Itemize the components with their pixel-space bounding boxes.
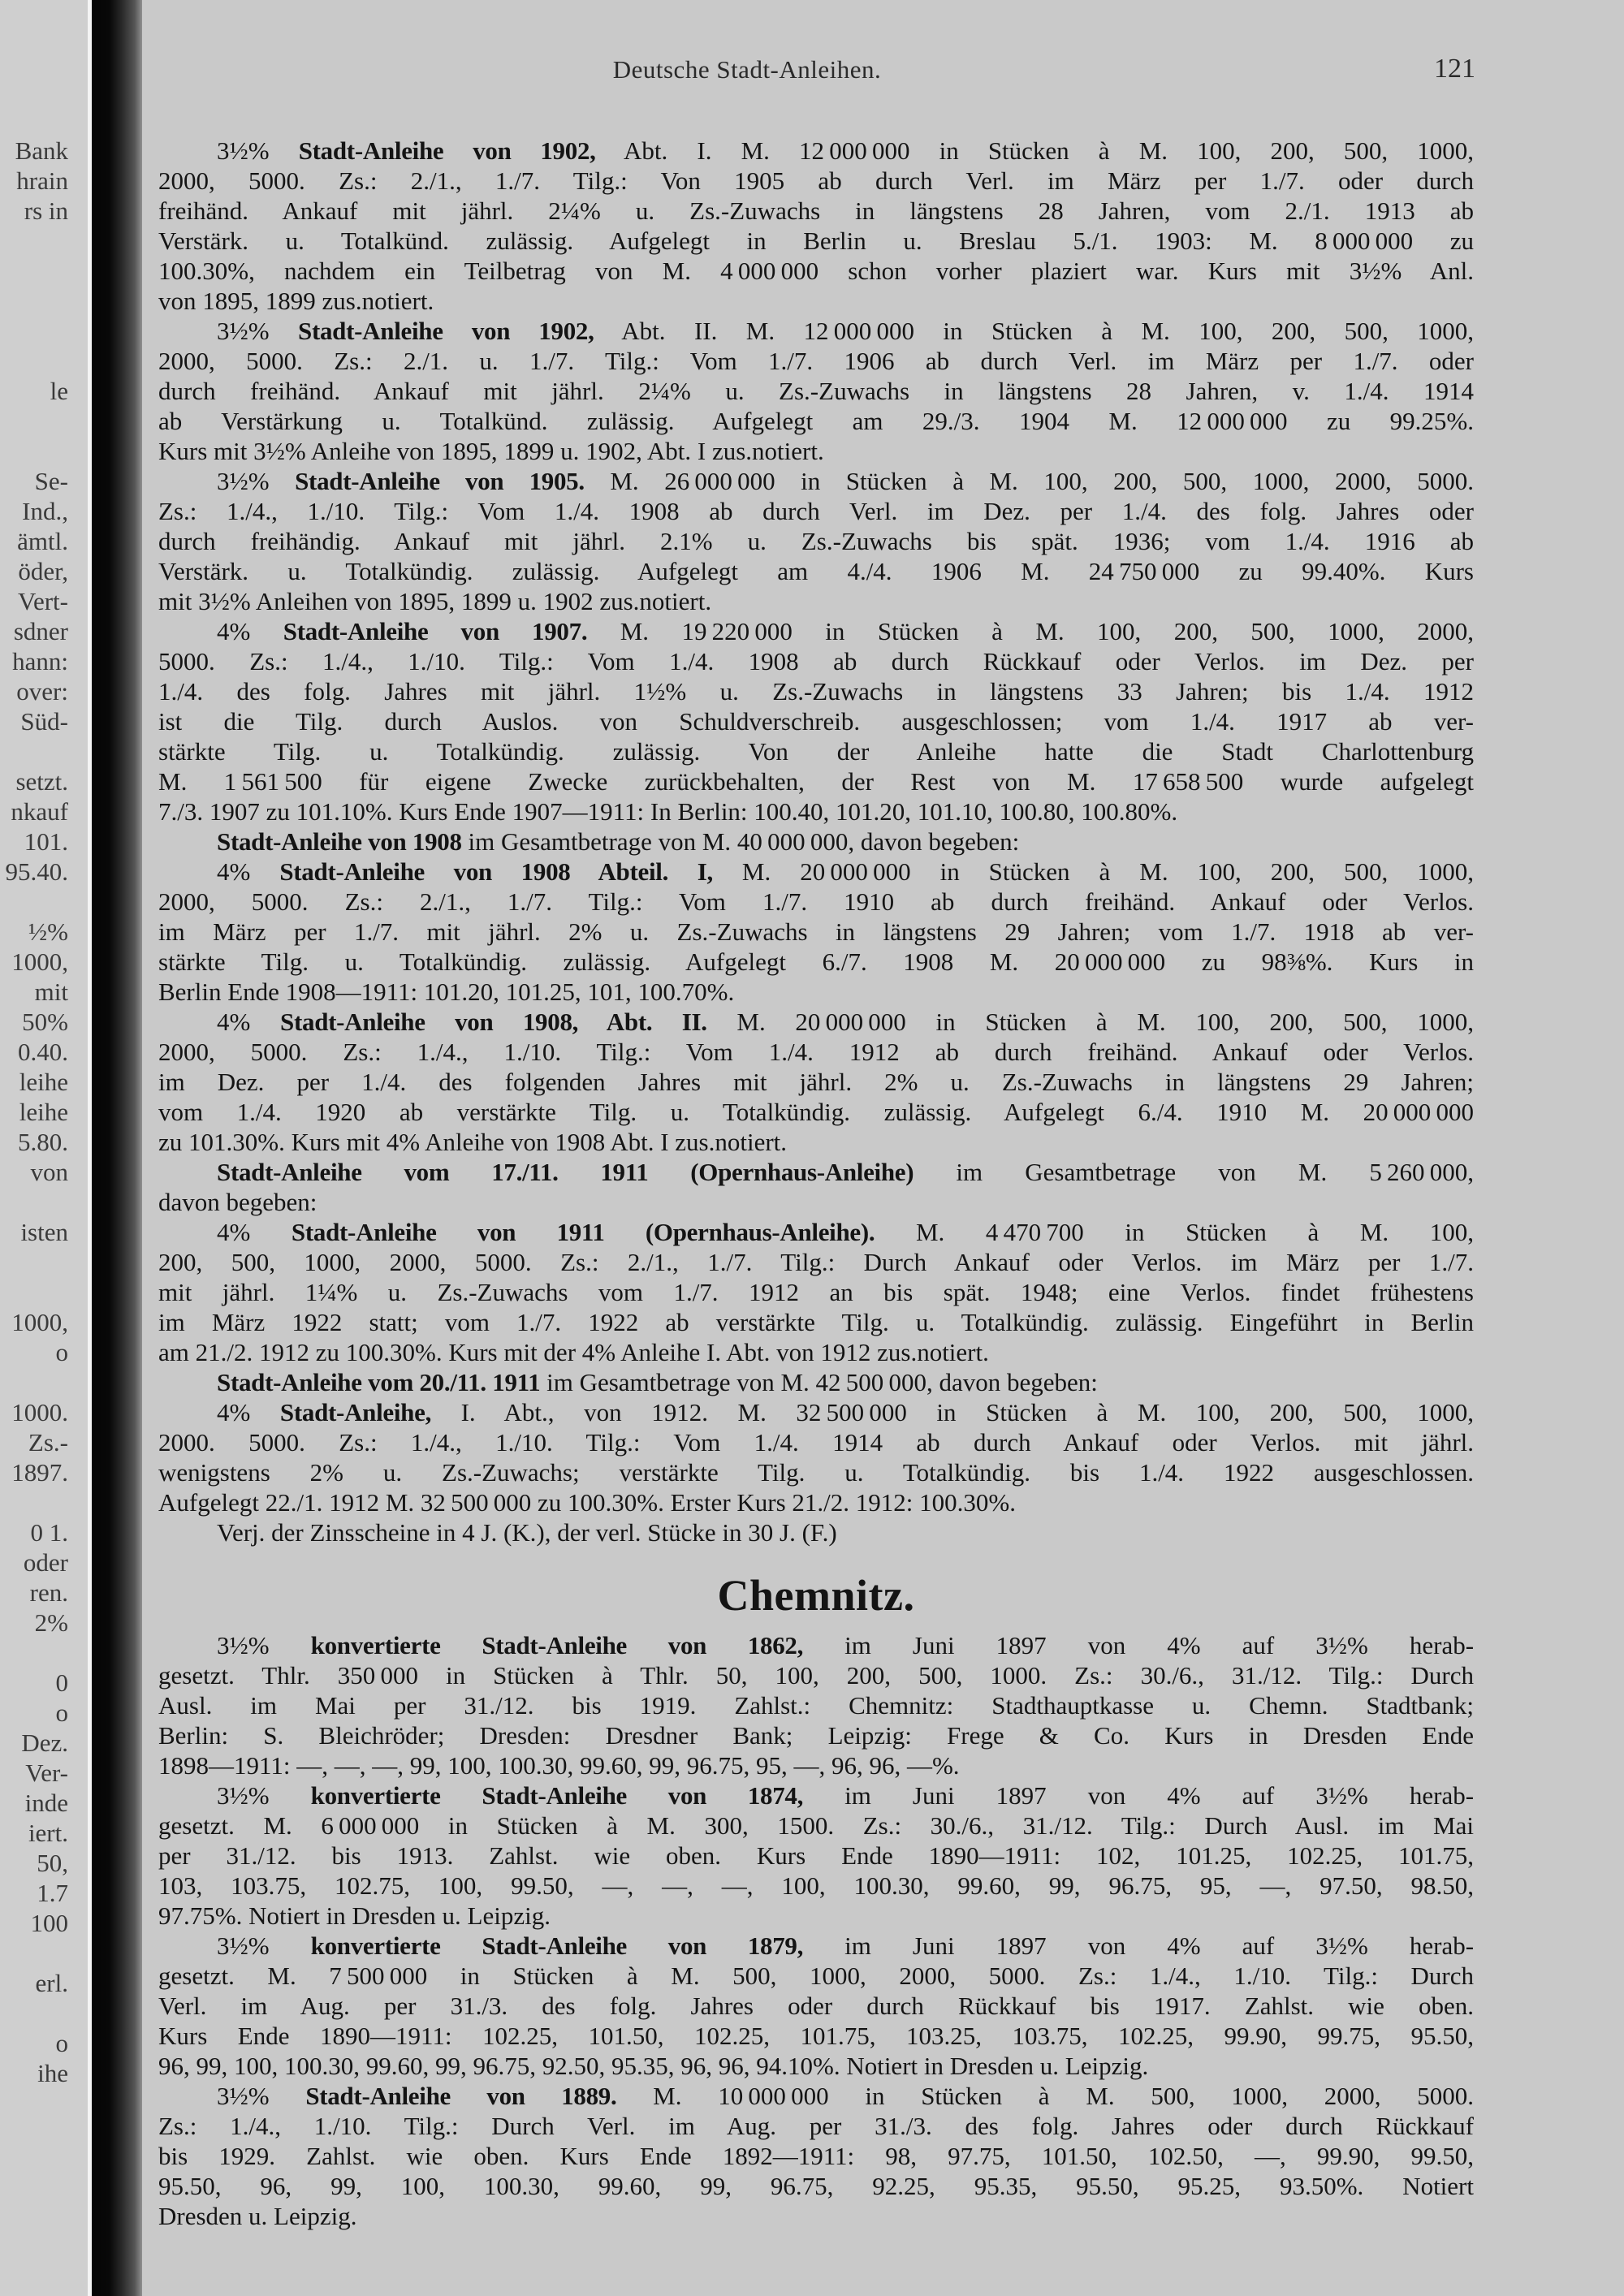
- text-line: [158, 466, 1474, 496]
- margin-fragment: ihe: [37, 2059, 68, 2087]
- text-line: [158, 826, 1474, 857]
- margin-fragment: öder,: [18, 557, 68, 585]
- margin-fragment: 5.80.: [18, 1128, 68, 1156]
- text-line: [158, 556, 1474, 586]
- loan-title: Stadt-Anleihe von 1907.: [283, 617, 588, 645]
- margin-fragment: isten: [20, 1218, 68, 1246]
- text-line: [158, 1157, 1474, 1187]
- line-text: im Juni 1897 von 4% auf 3½% herab-: [844, 1931, 1475, 1960]
- line-text: Berlin Ende 1908—1911: 101.20, 101.25, 101, 100.70%.: [158, 978, 735, 1006]
- margin-fragment: nkauf: [11, 797, 68, 826]
- text-line: [158, 1247, 1474, 1277]
- line-text: im Juni 1897 von 4% auf 3½% herab-: [844, 1631, 1475, 1659]
- line-text: 2000, 5000. Zs.: 2./1. u. 1./7. Tilg.: Vom 1./7. 1906 ab durch Verl. im März per 1./7. oder: [158, 347, 1474, 375]
- text-line: [158, 226, 1474, 256]
- line-text: 2000, 5000. Zs.: 2./1., 1./7. Tilg.: Von 1905 ab durch Verl. im März per 1./7. oder durch: [158, 166, 1474, 195]
- page-number: 121: [1434, 54, 1475, 84]
- previous-page-margin: [0, 0, 88, 2296]
- line-text: von 1895, 1899 zus.notiert.: [158, 287, 434, 315]
- text-line: [158, 2111, 1474, 2141]
- line-text: im Gesamtbetrage von M. 40 000 000, davon begeben:: [468, 827, 1020, 856]
- margin-fragment: 50,: [37, 1849, 68, 1877]
- line-text: M. 20 000 000 in Stücken à M. 100, 200, 500, 1000,: [736, 1008, 1474, 1036]
- loan-title: konvertierte Stadt-Anleihe von 1879,: [310, 1931, 804, 1960]
- text-line: [158, 406, 1474, 436]
- loan-entry: [158, 1517, 1474, 1547]
- text-line: [158, 947, 1474, 977]
- text-line: [158, 616, 1474, 646]
- line-text: 95.50, 96, 99, 100, 100.30, 99.60, 99, 96.75, 92.25, 95.35, 95.50, 95.25, 93.50%. Notiert: [158, 2172, 1474, 2200]
- line-text: Kurs mit 3½% Anleihe von 1895, 1899 u. 1902, Abt. I zus.notiert.: [158, 437, 824, 465]
- loan-title: Stadt-Anleihe von 1902,: [298, 136, 596, 165]
- text-line: [158, 376, 1474, 406]
- text-line: [158, 136, 1474, 166]
- line-text: Abt. I. M. 12 000 000 in Stücken à M. 100, 200, 500, 1000,: [624, 136, 1475, 165]
- margin-fragment: 2%: [34, 1608, 68, 1637]
- line-text: I. Abt., von 1912. M. 32 500 000 in Stücken à M. 100, 200, 500, 1000,: [460, 1398, 1474, 1426]
- line-text: ab Verstärkung u. Totalkünd. zulässig. Aufgelegt am 29./3. 1904 M. 12 000 000 zu 99.25%.: [158, 407, 1474, 435]
- margin-fragment: Se-: [34, 467, 68, 495]
- margin-fragment: 1000.: [11, 1398, 68, 1426]
- text-line: [158, 256, 1474, 286]
- interest-rate: 4%: [217, 857, 251, 886]
- text-line: [158, 196, 1474, 226]
- line-text: gesetzt. Thlr. 350 000 in Stücken à Thlr. 50, 100, 200, 500, 1000. Zs.: 30./6., 31./12. Tilg.: Durch: [158, 1661, 1474, 1690]
- margin-fragment: leihe: [19, 1098, 68, 1126]
- text-line: [158, 766, 1474, 796]
- margin-fragment: mit: [34, 978, 68, 1006]
- text-line: [158, 1841, 1474, 1871]
- line-text: Abt. II. M. 12 000 000 in Stücken à M. 100, 200, 500, 1000,: [621, 317, 1475, 345]
- text-line: [158, 1991, 1474, 2021]
- line-text: 1898—1911: —, —, —, 99, 100, 100.30, 99.60, 99, 96.75, 95, —, 96, 96, —%.: [158, 1751, 960, 1780]
- loan-entry: [158, 1367, 1474, 1397]
- margin-fragment: Ind.,: [22, 497, 68, 525]
- margin-fragment: 50%: [22, 1008, 68, 1036]
- text-line: [158, 2021, 1474, 2051]
- margin-fragment: o: [55, 2029, 68, 2057]
- loan-entry: [158, 136, 1474, 316]
- line-text: 2000. 5000. Zs.: 1./4., 1./10. Tilg.: Vom 1./4. 1914 ab durch Ankauf oder Verlos. mit jährl.: [158, 1428, 1474, 1457]
- margin-fragment: setzt.: [15, 767, 68, 796]
- margin-fragment: Süd-: [20, 707, 68, 736]
- loan-title: Stadt-Anleihe von 1902,: [298, 317, 594, 345]
- loan-entry: [158, 1931, 1474, 2081]
- line-text: Berlin: S. Bleichröder; Dresden: Dresdner Bank; Leipzig: Frege & Co. Kurs in Dresden Ende: [158, 1721, 1474, 1750]
- text-line: [158, 2171, 1474, 2201]
- line-text: stärkte Tilg. u. Totalkündig. zulässig. Aufgelegt 6./7. 1908 M. 20 000 000 zu 98⅜%. Kurs in: [158, 947, 1474, 976]
- line-text: ist die Tilg. durch Auslos. von Schuldverschreib. ausgeschlossen; vom 1./4. 1917 ab ver-: [158, 707, 1474, 736]
- text-line: [158, 1487, 1474, 1517]
- margin-fragment: 1000,: [11, 1308, 68, 1336]
- text-line: [158, 2141, 1474, 2171]
- line-text: Ausl. im Mai per 31./12. bis 1919. Zahlst.: Chemnitz: Stadthauptkasse u. Chemn. Stadtbank;: [158, 1691, 1474, 1720]
- text-line: [158, 887, 1474, 917]
- margin-fragment: le: [50, 377, 68, 405]
- line-text: im Gesamtbetrage von M. 42 500 000, davon begeben:: [546, 1368, 1098, 1396]
- line-text: Verstärk. u. Totalkündig. zulässig. Aufgelegt am 4./4. 1906 M. 24 750 000 zu 99.40%. Kurs: [158, 557, 1474, 585]
- text-line: [158, 1931, 1474, 1961]
- line-text: mit jährl. 1¼% u. Zs.-Zuwachs vom 1./7. 1912 an bis spät. 1948; eine Verlos. findet frühestens: [158, 1278, 1474, 1306]
- text-line: [158, 2051, 1474, 2081]
- margin-fragment: von: [30, 1158, 68, 1186]
- margin-fragment: Vert-: [18, 587, 68, 615]
- text-line: [158, 676, 1474, 706]
- line-text: stärkte Tilg. u. Totalkündig. zulässig. Von der Anleihe hatte die Stadt Charlottenburg: [158, 737, 1474, 766]
- line-text: Verj. der Zinsscheine in 4 J. (K.), der verl. Stücke in 30 J. (F.): [217, 1518, 837, 1547]
- margin-fragment: ½%: [28, 917, 68, 946]
- interest-rate: 3½%: [217, 1631, 270, 1659]
- text-line: [158, 1871, 1474, 1901]
- margin-fragment: 1000,: [11, 947, 68, 976]
- text-line: [158, 1367, 1474, 1397]
- loan-entry: [158, 857, 1474, 1007]
- loan-entry: [158, 616, 1474, 826]
- line-text: freihänd. Ankauf mit jährl. 2¼% u. Zs.-Zuwachs in längstens 28 Jahren, vom 2./1. 1913 ab: [158, 196, 1474, 225]
- line-text: gesetzt. M. 7 500 000 in Stücken à M. 500, 1000, 2000, 5000. Zs.: 1./4., 1./10. Tilg.: Durch: [158, 1962, 1474, 1990]
- text-line: [158, 586, 1474, 616]
- loan-title: konvertierte Stadt-Anleihe von 1862,: [310, 1631, 804, 1659]
- margin-fragment: ren.: [29, 1578, 68, 1607]
- text-line: [158, 1961, 1474, 1991]
- margin-fragment: iert.: [28, 1819, 68, 1847]
- line-text: durch freihänd. Ankauf mit jährl. 2¼% u. Zs.-Zuwachs in längstens 28 Jahren, v. 1./4. 1914: [158, 377, 1474, 405]
- line-text: im Juni 1897 von 4% auf 3½% herab-: [844, 1781, 1475, 1810]
- running-header: Deutsche Stadt-Anleihen.: [612, 55, 882, 84]
- loan-title: konvertierte Stadt-Anleihe von 1874,: [310, 1781, 804, 1810]
- text-line: [158, 1127, 1474, 1157]
- margin-fragment: 95.40.: [5, 857, 68, 886]
- margin-fragment: inde: [24, 1789, 68, 1817]
- text-line: [158, 436, 1474, 466]
- text-line: [158, 1660, 1474, 1690]
- text-line: [158, 1690, 1474, 1720]
- text-line: [158, 1780, 1474, 1810]
- line-text: Dresden u. Leipzig.: [158, 2202, 357, 2230]
- interest-rate: 3½%: [217, 317, 270, 345]
- loan-entry: [158, 2081, 1474, 2231]
- text-line: [158, 1750, 1474, 1780]
- interest-rate: 3½%: [217, 1931, 270, 1960]
- line-text: durch freihändig. Ankauf mit jährl. 2.1% u. Zs.-Zuwachs bis spät. 1936; vom 1./4. 1916 ab: [158, 527, 1474, 555]
- margin-fragment: erl.: [35, 1969, 68, 1997]
- text-line: [158, 316, 1474, 346]
- margin-fragment: o: [55, 1338, 68, 1366]
- text-line: [158, 646, 1474, 676]
- text-line: [158, 706, 1474, 736]
- text-line: [158, 977, 1474, 1007]
- line-text: 100.30%, nachdem ein Teilbetrag von M. 4 000 000 schon vorher plaziert war. Kurs mit 3½% Anl.: [158, 257, 1474, 285]
- loan-entry: [158, 1780, 1474, 1931]
- text-line: [158, 796, 1474, 826]
- city-heading: Chemnitz.: [717, 1571, 915, 1620]
- line-text: 5000. Zs.: 1./4., 1./10. Tilg.: Vom 1./4. 1908 ab durch Rückkauf oder Verlos. im Dez. per: [158, 647, 1474, 675]
- line-text: 2000, 5000. Zs.: 1./4., 1./10. Tilg.: Vom 1./4. 1912 ab durch freihänd. Ankauf oder Verlos.: [158, 1038, 1474, 1066]
- line-text: Zs.: 1./4., 1./10. Tilg.: Vom 1./4. 1908 ab durch Verl. im Dez. per 1./4. des folg. Jahres oder: [158, 497, 1474, 525]
- margin-fragment: sdner: [13, 617, 68, 645]
- line-text: M. 26 000 000 in Stücken à M. 100, 200, 500, 1000, 2000, 5000.: [610, 467, 1474, 495]
- line-text: wenigstens 2% u. Zs.-Zuwachs; verstärkte Tilg. u. Totalkündig. bis 1./4. 1922 ausgeschlossen.: [158, 1458, 1474, 1487]
- text-line: [158, 857, 1474, 887]
- margin-fragment: oder: [23, 1548, 68, 1577]
- text-line: [158, 1067, 1474, 1097]
- line-text: Zs.: 1./4., 1./10. Tilg.: Durch Verl. im Aug. per 31./3. des folg. Jahres oder durch Rückkauf: [158, 2112, 1474, 2140]
- margin-fragment: over:: [16, 677, 68, 706]
- loan-entry: [158, 466, 1474, 616]
- text-line: [158, 1187, 1474, 1217]
- line-text: 2000, 5000. Zs.: 2./1., 1./7. Tilg.: Vom 1./7. 1910 ab durch freihänd. Ankauf oder Verlos.: [158, 887, 1474, 916]
- margin-fragment: 0 1.: [30, 1518, 68, 1547]
- text-line: [158, 1337, 1474, 1367]
- line-text: 7./3. 1907 zu 101.10%. Kurs Ende 1907—1911: In Berlin: 100.40, 101.20, 101.10, 100.80, 100.80%.: [158, 797, 1178, 826]
- text-line: [158, 1217, 1474, 1247]
- line-text: zu 101.30%. Kurs mit 4% Anleihe von 1908 Abt. I zus.notiert.: [158, 1128, 788, 1156]
- text-line: [158, 286, 1474, 316]
- margin-fragment: o: [55, 1698, 68, 1727]
- line-text: 200, 500, 1000, 2000, 5000. Zs.: 2./1., 1./7. Tilg.: Durch Ankauf oder Verlos. im März per 1./7.: [158, 1248, 1474, 1276]
- text-line: [158, 346, 1474, 376]
- line-text: M. 10 000 000 in Stücken à M. 500, 1000, 2000, 5000.: [653, 2082, 1475, 2110]
- interest-rate: 3½%: [217, 467, 270, 495]
- margin-fragment: hrain: [16, 166, 68, 195]
- text-line: [158, 917, 1474, 947]
- margin-fragment: 1.7: [37, 1879, 68, 1907]
- loan-title: Stadt-Anleihe vom 20./11. 1911: [217, 1368, 541, 1396]
- loan-title: Stadt-Anleihe von 1908: [217, 827, 462, 856]
- text-line: [158, 1427, 1474, 1457]
- text-line: [158, 1517, 1474, 1547]
- loan-entry: [158, 826, 1474, 857]
- text-line: [158, 1037, 1474, 1067]
- interest-rate: 4%: [217, 617, 251, 645]
- interest-rate: 3½%: [217, 1781, 270, 1810]
- line-text: per 31./12. bis 1913. Zahlst. wie oben. Kurs Ende 1890—1911: 102, 101.25, 102.25, 101.75,: [158, 1841, 1474, 1870]
- loan-entry: [158, 316, 1474, 466]
- text-line: [158, 1007, 1474, 1037]
- text-line: [158, 1630, 1474, 1660]
- interest-rate: 4%: [217, 1008, 251, 1036]
- text-line: [158, 2081, 1474, 2111]
- line-text: vom 1./4. 1920 ab verstärkte Tilg. u. Totalkündig. zulässig. Aufgelegt 6./4. 1910 M. 20 000 000: [158, 1098, 1474, 1126]
- text-line: [158, 1277, 1474, 1307]
- line-text: im Gesamtbetrage von M. 5 260 000,: [956, 1158, 1474, 1186]
- interest-rate: 4%: [217, 1398, 251, 1426]
- margin-fragment: 0.40.: [18, 1038, 68, 1066]
- loan-title: Stadt-Anleihe von 1908, Abt. II.: [280, 1008, 707, 1036]
- line-text: Verstärk. u. Totalkünd. zulässig. Aufgelegt in Berlin u. Breslau 5./1. 1903: M. 8 000 000 zu: [158, 227, 1474, 255]
- line-text: im März per 1./7. mit jährl. 2% u. Zs.-Zuwachs in längstens 29 Jahren; vom 1./7. 1918 ab ver-: [158, 917, 1474, 946]
- text-line: [158, 736, 1474, 766]
- text-line: [158, 1810, 1474, 1841]
- text-column: [158, 136, 1474, 2231]
- interest-rate: 4%: [217, 1218, 251, 1246]
- text-line: [158, 2201, 1474, 2231]
- line-text: mit 3½% Anleihen von 1895, 1899 u. 1902 zus.notiert.: [158, 587, 712, 615]
- text-line: [158, 1307, 1474, 1337]
- text-line: [158, 526, 1474, 556]
- text-line: [158, 1901, 1474, 1931]
- loan-title: Stadt-Anleihe von 1908 Abteil. I,: [279, 857, 713, 886]
- line-text: am 21./2. 1912 zu 100.30%. Kurs mit der 4% Anleihe I. Abt. von 1912 zus.notiert.: [158, 1338, 989, 1366]
- line-text: im Dez. per 1./4. des folgenden Jahres mit jährl. 2% u. Zs.-Zuwachs in längstens 29 Jahren;: [158, 1068, 1474, 1096]
- interest-rate: 3½%: [217, 2082, 270, 2110]
- line-text: Aufgelegt 22./1. 1912 M. 32 500 000 zu 100.30%. Erster Kurs 21./2. 1912: 100.30%.: [158, 1488, 1016, 1517]
- margin-fragment: leihe: [19, 1068, 68, 1096]
- margin-fragment: Ver-: [25, 1759, 68, 1787]
- line-text: M. 20 000 000 in Stücken à M. 100, 200, 500, 1000,: [741, 857, 1474, 886]
- text-line: [158, 1457, 1474, 1487]
- margin-fragment: 0: [55, 1668, 68, 1697]
- text-line: [158, 1097, 1474, 1127]
- line-text: Kurs Ende 1890—1911: 102.25, 101.50, 102.25, 101.75, 103.25, 103.75, 102.25, 99.90, 99.75, 95.50,: [158, 2022, 1474, 2050]
- interest-rate: 3½%: [217, 136, 270, 165]
- line-text: M. 1 561 500 für eigene Zwecke zurückbehalten, der Rest von M. 17 658 500 wurde aufgelegt: [158, 767, 1474, 796]
- margin-fragment: Bank: [15, 136, 68, 165]
- loan-title: Stadt-Anleihe von 1905.: [295, 467, 585, 495]
- line-text: M. 4 470 700 in Stücken à M. 100,: [915, 1218, 1475, 1246]
- loan-entry: [158, 1157, 1474, 1217]
- loan-entry: [158, 1007, 1474, 1157]
- line-text: 103, 103.75, 102.75, 100, 99.50, —, —, —, 100, 100.30, 99.60, 99, 96.75, 95, —, 97.50, 98.50,: [158, 1871, 1474, 1900]
- text-line: [158, 1397, 1474, 1427]
- loan-title: Stadt-Anleihe von 1911 (Opernhaus-Anleihe).: [291, 1218, 875, 1246]
- loan-title: Stadt-Anleihe vom 17./11. 1911 (Opernhaus-Anleihe): [217, 1158, 914, 1186]
- book-gutter: [92, 0, 142, 2296]
- text-line: [158, 166, 1474, 196]
- loan-entry: [158, 1217, 1474, 1367]
- loan-title: Stadt-Anleihe,: [279, 1398, 432, 1426]
- margin-fragment: rs in: [24, 196, 68, 225]
- line-text: 1./4. des folg. Jahres mit jährl. 1½% u. Zs.-Zuwachs in längstens 33 Jahren; bis 1./4. 1912: [158, 677, 1474, 706]
- margin-fragment: 101.: [24, 827, 68, 856]
- text-line: [158, 1720, 1474, 1750]
- margin-fragment: Dez.: [21, 1728, 68, 1757]
- line-text: 96, 99, 100, 100.30, 99.60, 99, 96.75, 92.50, 95.35, 96, 96, 94.10%. Notiert in Dresden u. Leipzig.: [158, 2052, 1149, 2080]
- margin-fragment: ämtl.: [17, 527, 68, 555]
- line-text: 97.75%. Notiert in Dresden u. Leipzig.: [158, 1901, 551, 1930]
- loan-entry: [158, 1397, 1474, 1517]
- line-text: M. 19 220 000 in Stücken à M. 100, 200, 500, 1000, 2000,: [620, 617, 1475, 645]
- line-text: gesetzt. M. 6 000 000 in Stücken à M. 300, 1500. Zs.: 30./6., 31./12. Tilg.: Durch Ausl. im Mai: [158, 1811, 1474, 1840]
- line-text: Verl. im Aug. per 31./3. des folg. Jahres oder durch Rückkauf bis 1917. Zahlst. wie oben.: [158, 1992, 1474, 2020]
- line-text: bis 1929. Zahlst. wie oben. Kurs Ende 1892—1911: 98, 97.75, 101.50, 102.50, —, 99.90, 99.50,: [158, 2142, 1474, 2170]
- margin-fragment: hann:: [12, 647, 68, 675]
- margin-fragment: 1897.: [11, 1458, 68, 1487]
- loan-title: Stadt-Anleihe von 1889.: [305, 2082, 617, 2110]
- loan-entry: [158, 1630, 1474, 1780]
- margin-fragment: 100: [30, 1909, 68, 1937]
- line-text: davon begeben:: [158, 1188, 317, 1216]
- line-text: im März 1922 statt; vom 1./7. 1922 ab verstärkte Tilg. u. Totalkündig. zulässig. Eingeführt in Berlin: [158, 1308, 1474, 1336]
- margin-fragment: Zs.-: [28, 1428, 68, 1457]
- text-line: [158, 496, 1474, 526]
